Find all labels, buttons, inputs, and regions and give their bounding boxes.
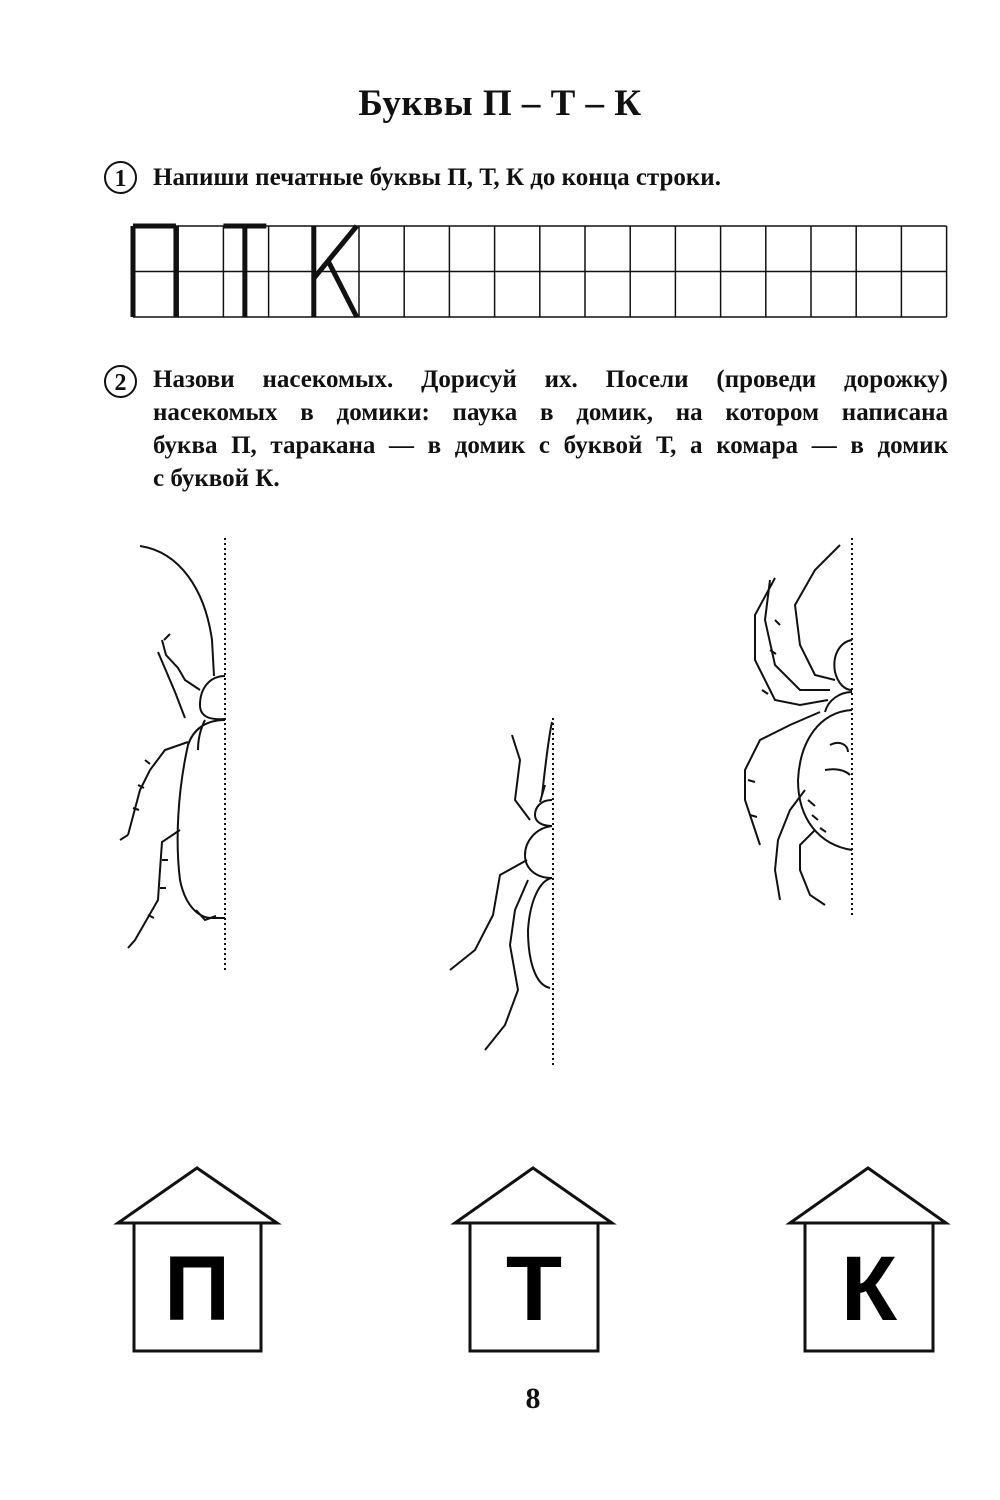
task-2-number: 2: [104, 365, 137, 398]
task-1-text: Напиши печатные буквы П, Т, К до конца строки.: [153, 164, 721, 191]
house-letter-t: Т: [505, 1238, 563, 1340]
page-title: Буквы П – Т – К: [358, 83, 642, 124]
house-k[interactable]: [790, 1168, 946, 1351]
task-2-line-4: с буквой К.: [153, 465, 280, 492]
house-p[interactable]: [118, 1168, 277, 1351]
house-t[interactable]: [455, 1168, 612, 1351]
house-letter-p: П: [163, 1238, 231, 1340]
task-1-number: 1: [104, 161, 137, 194]
page-number: 8: [525, 1382, 541, 1415]
house-letter-k: К: [840, 1238, 898, 1340]
task-2-line-2: насекомых в домики: паука в домик, на котором написана: [153, 399, 948, 426]
task-2-line-3: буква П, таракана — в домик с буквой Т, а комара — в домик: [153, 432, 948, 459]
task-2-line-1: Назови насекомых. Дорисуй их. Посели (проведи дорожку): [153, 366, 948, 393]
